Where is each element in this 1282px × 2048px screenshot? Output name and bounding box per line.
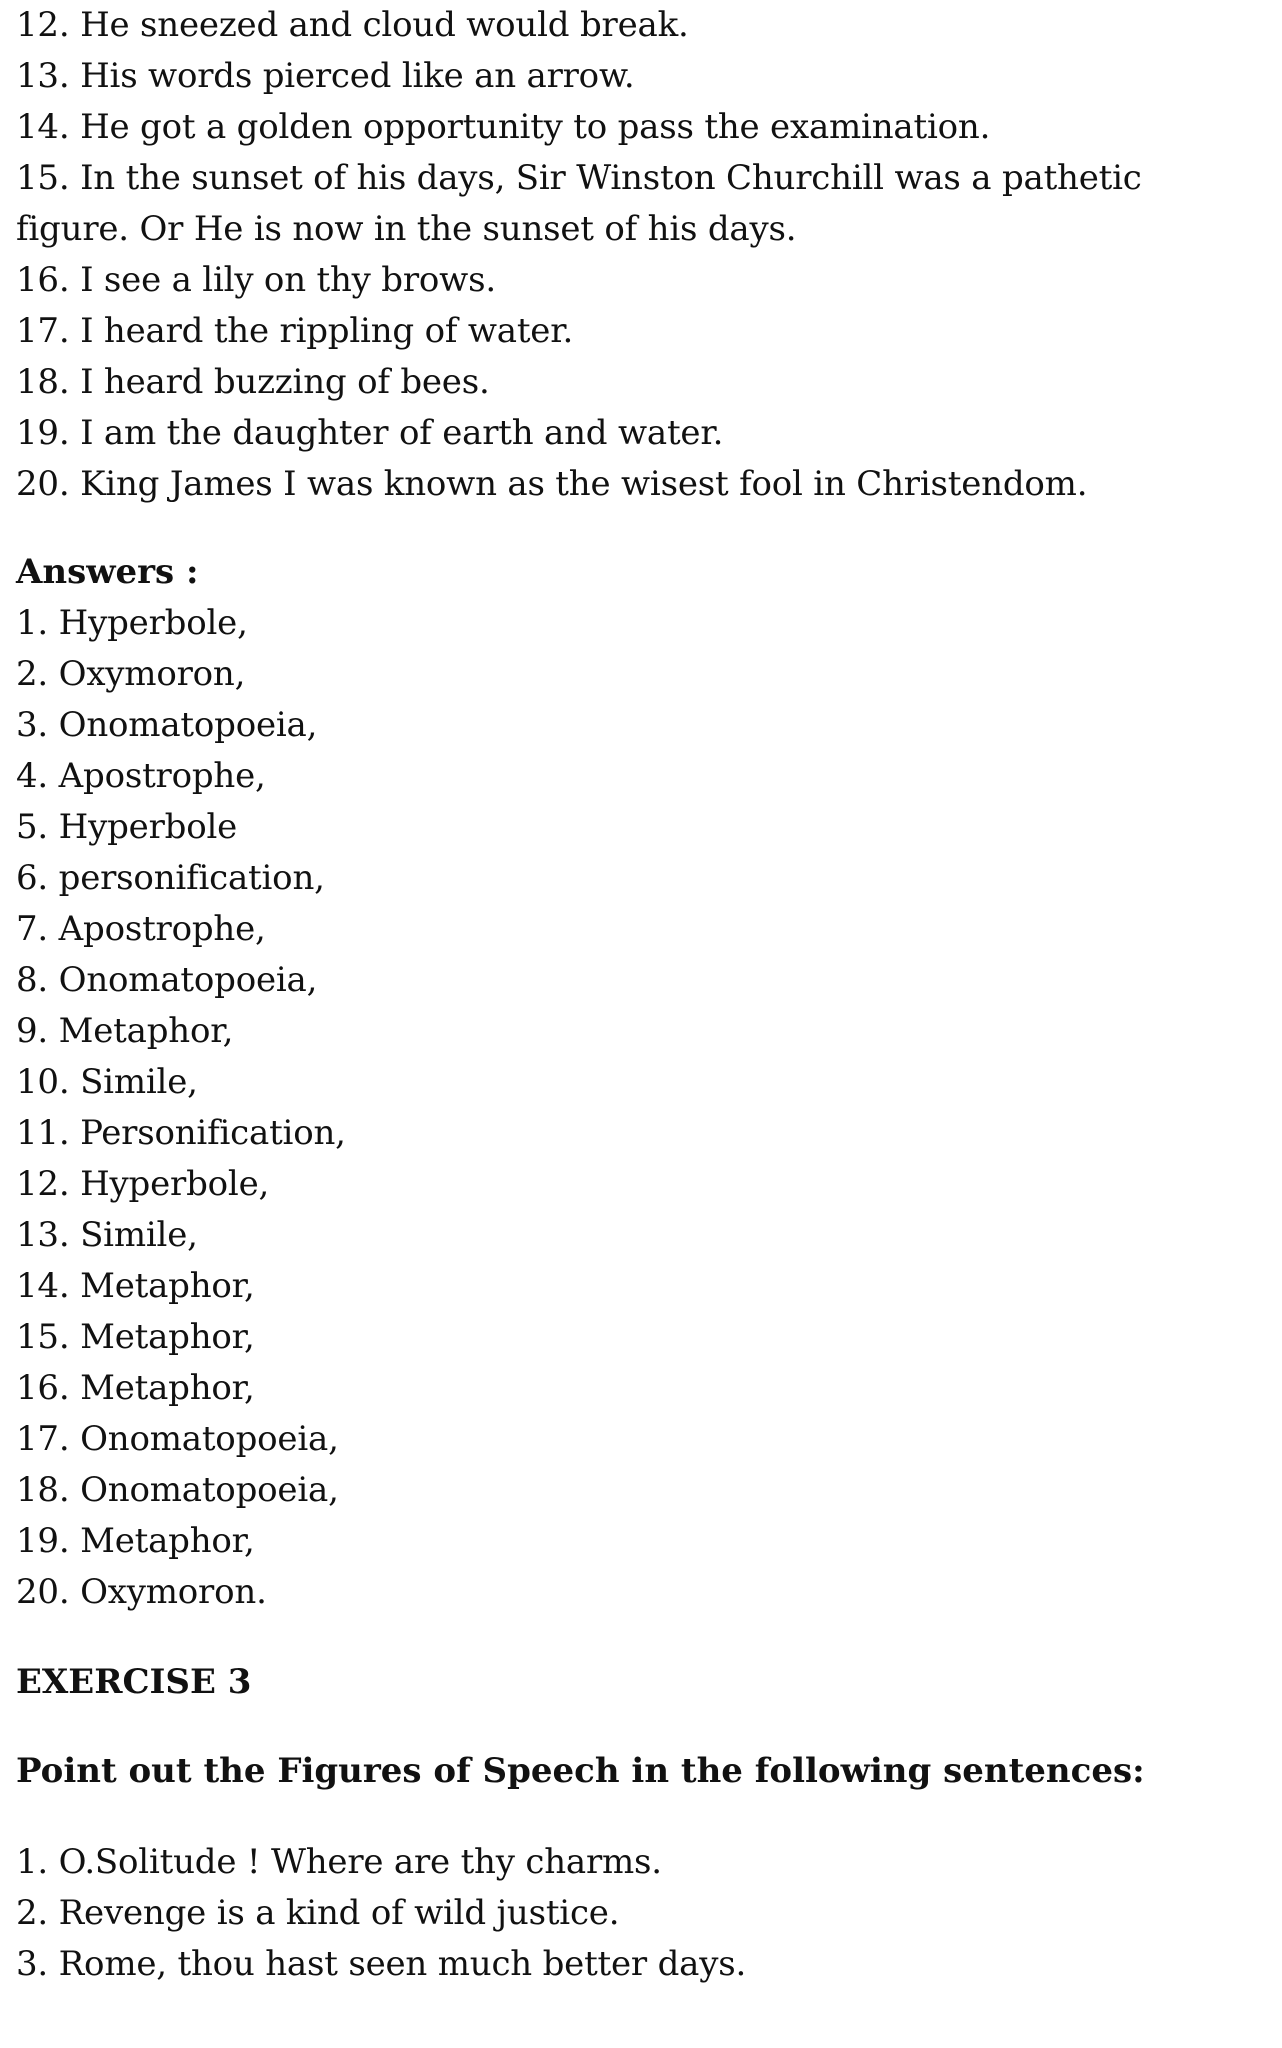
sentence-item: 13. His words pierced like an arrow. — [16, 56, 635, 96]
sentence-item: 14. He got a golden opportunity to pass the examination. — [16, 107, 991, 147]
answers-list — [16, 598, 1262, 1618]
exercise-sentences-list — [16, 0, 1262, 510]
answer-item: 11. Personification, — [16, 1113, 346, 1153]
answer-item: 3. Onomatopoeia, — [16, 705, 318, 745]
answer-item: 1. Hyperbole, — [16, 603, 248, 643]
sentence-item: 18. I heard buzzing of bees. — [16, 362, 490, 402]
answer-item: 17. Onomatopoeia, — [16, 1419, 339, 1459]
answer-item: 8. Onomatopoeia, — [16, 960, 318, 1000]
exercise-3-heading: EXERCISE 3 — [16, 1662, 252, 1702]
exercise-3-instruction: Point out the Figures of Speech in the following sentences: — [16, 1751, 1145, 1791]
answer-item: 14. Metaphor, — [16, 1266, 255, 1306]
answer-item: 7. Apostrophe, — [16, 909, 266, 949]
answer-item: 18. Onomatopoeia, — [16, 1470, 339, 1510]
sentence-item: 17. I heard the rippling of water. — [16, 311, 574, 351]
answer-item: 6. personification, — [16, 858, 325, 898]
answer-item: 2. Oxymoron, — [16, 654, 246, 694]
answer-item: 20. Oxymoron. — [16, 1572, 267, 1612]
answer-item: 16. Metaphor, — [16, 1368, 255, 1408]
sentence-item: 20. King James I was known as the wisest fool in Christendom. — [16, 464, 1088, 504]
exercise-3-item: 1. O.Solitude ! Where are thy charms. — [16, 1842, 662, 1882]
answer-item: 10. Simile, — [16, 1062, 198, 1102]
sentence-item: 15. In the sunset of his days, Sir Winston Churchill was a pathetic — [16, 158, 1142, 198]
answer-item: 15. Metaphor, — [16, 1317, 255, 1357]
sentence-item: 12. He sneezed and cloud would break. — [16, 5, 689, 45]
exercise-3-list — [16, 1837, 1262, 1990]
exercise-3-item: 3. Rome, thou hast seen much better days. — [16, 1944, 747, 1984]
answer-item: 4. Apostrophe, — [16, 756, 266, 796]
sentence-item: 19. I am the daughter of earth and water. — [16, 413, 724, 453]
answers-heading: Answers : — [16, 552, 199, 592]
sentence-item: 16. I see a lily on thy brows. — [16, 260, 496, 300]
exercise-3-item: 2. Revenge is a kind of wild justice. — [16, 1893, 620, 1933]
sentence-item-continuation: figure. Or He is now in the sunset of his days. — [16, 209, 797, 249]
answer-item: 13. Simile, — [16, 1215, 198, 1255]
answer-item: 5. Hyperbole — [16, 807, 238, 847]
answer-item: 19. Metaphor, — [16, 1521, 255, 1561]
answer-item: 9. Metaphor, — [16, 1011, 234, 1051]
answer-item: 12. Hyperbole, — [16, 1164, 270, 1204]
